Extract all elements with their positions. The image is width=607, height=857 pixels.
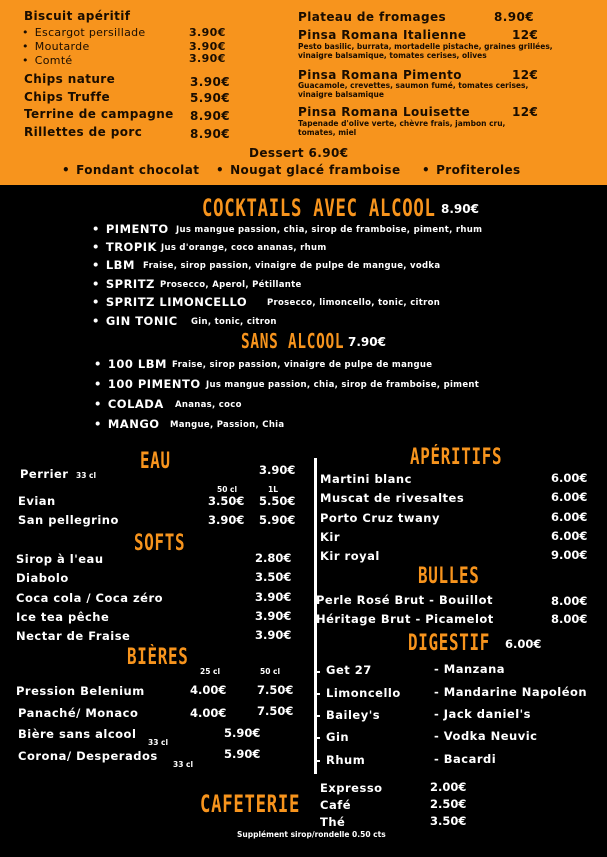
snack-price: 3.90€ xyxy=(189,40,226,53)
plate-desc: Pesto basilic, burrata, mortadelle pistache, graines grillées, vinaigre balsamique, tomates cerises, olives xyxy=(298,42,553,60)
digestif-item: Gin xyxy=(326,730,350,744)
drink-label: Perle Rosé Brut - Bouillot xyxy=(316,593,494,607)
drink-label: Nectar de Fraise xyxy=(16,629,131,643)
drink-price: 3.90€ xyxy=(259,463,296,477)
drink-price: 4.00€ xyxy=(190,683,227,697)
drink-price: 3.90€ xyxy=(255,590,292,604)
cocktail-desc: Jus mangue passion, chia, sirop de framboise, piment, rhum xyxy=(176,225,483,235)
snack-price: 3.90€ xyxy=(189,52,226,65)
plate-title: Plateau de fromages xyxy=(298,10,447,24)
drink-label: Panaché/ Monaco xyxy=(18,706,139,720)
cafe-item: Thé xyxy=(320,815,346,829)
drink-price: 4.00€ xyxy=(190,706,227,720)
snack-item: Terrine de campagne xyxy=(24,107,174,121)
digestif-dash xyxy=(314,671,320,673)
mocktail-desc: Fraise, sirop passion, vinaigre de pulpe de mangue xyxy=(172,360,433,370)
cafe-price: 3.50€ xyxy=(430,814,467,828)
digestif-dash xyxy=(314,760,320,762)
cafe-item: Expresso xyxy=(320,781,383,795)
cafe-price: 2.00€ xyxy=(430,780,467,794)
drink-label: Pression Belenium xyxy=(16,684,145,698)
cocktail-desc: Jus d'orange, coco ananas, rhum xyxy=(161,243,327,253)
digestif-item: - Jack daniel's xyxy=(434,707,532,721)
cocktail-name: • SPRITZ LIMONCELLO xyxy=(92,297,247,309)
digestif-title: DIGESTIF xyxy=(408,631,491,656)
dessert-item: • Fondant chocolat xyxy=(62,164,199,176)
mocktail-name: • 100 LBM xyxy=(94,359,167,371)
snack-price: 3.90€ xyxy=(190,75,230,89)
eau-title: EAU xyxy=(140,449,171,474)
drink-label: Perrier xyxy=(20,467,69,481)
cocktail-desc: Gin, tonic, citron xyxy=(191,317,277,327)
column-unit: 1L xyxy=(268,485,278,494)
cocktail-name: • PIMENTO xyxy=(92,224,169,236)
cafe-item: Café xyxy=(320,798,352,812)
drink-price: 5.90€ xyxy=(224,747,261,761)
snack-price: 5.90€ xyxy=(190,91,230,105)
sans-alcool-title: SANS ALCOOL xyxy=(241,329,345,353)
digestif-dash xyxy=(314,737,320,739)
drink-price: 3.90€ xyxy=(255,609,292,623)
drink-label: Martini blanc xyxy=(320,472,412,486)
cocktail-name: • TROPIK xyxy=(92,242,157,254)
digestif-item: - Bacardi xyxy=(434,752,497,766)
snack-price: 3.90€ xyxy=(189,26,226,39)
drink-price: 6.00€ xyxy=(551,510,588,524)
cocktail-name: • GIN TONIC xyxy=(92,316,178,328)
snack-item-escargot: • Escargot persillade xyxy=(22,27,145,38)
plate-title: Pinsa Romana Italienne xyxy=(298,28,467,42)
cocktails-title: COCKTAILS AVEC ALCOOL xyxy=(202,194,436,222)
drink-unit: 33 cl xyxy=(173,760,194,769)
drink-label: Corona/ Desperados xyxy=(18,749,158,763)
cafeterie-title: CAFETERIE xyxy=(200,790,301,818)
snack-item: Rillettes de porc xyxy=(24,125,143,139)
plate-desc: Guacamole, crevettes, saumon fumé, tomates cerises, vinaigre balsamique xyxy=(298,81,529,99)
drink-label: Sirop à l'eau xyxy=(16,552,104,566)
drink-price: 5.50€ xyxy=(259,494,296,508)
column-unit: 25 cl xyxy=(200,667,221,676)
cocktail-name: • SPRITZ xyxy=(92,279,155,291)
mocktail-name: • 100 PIMENTO xyxy=(94,379,201,391)
drink-label: Evian xyxy=(18,494,56,508)
digestif-dash xyxy=(314,715,320,717)
drink-price: 5.90€ xyxy=(224,726,261,740)
digestif-price: 6.00€ xyxy=(505,637,542,651)
mocktail-name: • MANGO xyxy=(94,419,160,431)
mocktail-name: • COLADA xyxy=(94,399,164,411)
column-unit: 50 cl xyxy=(260,667,281,676)
mocktail-desc: Mangue, Passion, Chia xyxy=(170,420,285,430)
aperitifs-title: APÉRITIFS xyxy=(410,445,503,470)
digestif-dash xyxy=(314,693,320,695)
cocktail-desc: Prosecco, limoncello, tonic, citron xyxy=(267,298,441,308)
plate-price: 12€ xyxy=(512,68,539,82)
drink-label: San pellegrino xyxy=(18,513,119,527)
cocktails-price: 8.90€ xyxy=(441,202,479,216)
drink-price: 7.50€ xyxy=(257,683,294,697)
softs-title: SOFTS xyxy=(134,531,186,556)
digestif-item: Get 27 xyxy=(326,663,372,677)
drink-price: 6.00€ xyxy=(551,529,588,543)
drink-price: 3.90€ xyxy=(208,513,245,527)
digestif-item: Limoncello xyxy=(326,686,401,700)
cocktail-desc: Prosecco, Aperol, Pétillante xyxy=(160,280,302,290)
drink-label: Kir xyxy=(320,530,341,544)
drink-label: Héritage Brut - Picamelot xyxy=(316,612,494,626)
cocktail-name: • LBM xyxy=(92,260,135,272)
digestif-item: - Mandarine Napoléon xyxy=(434,685,588,699)
drink-unit: 33 cl xyxy=(76,471,97,480)
cafe-price: 2.50€ xyxy=(430,797,467,811)
snack-item-moutarde: • Moutarde xyxy=(22,41,90,52)
plate-price: 8.90€ xyxy=(494,10,534,24)
digestif-item: - Manzana xyxy=(434,662,506,676)
plate-title: Pinsa Romana Louisette xyxy=(298,105,471,119)
drink-price: 6.00€ xyxy=(551,471,588,485)
dessert-item: • Nougat glacé framboise xyxy=(216,164,401,176)
snack-item: Chips Truffe xyxy=(24,90,111,104)
plate-price: 12€ xyxy=(512,28,539,42)
bulles-title: BULLES xyxy=(418,564,480,589)
drink-label: Diabolo xyxy=(16,571,69,585)
drink-price: 5.90€ xyxy=(259,513,296,527)
dessert-item: • Profiteroles xyxy=(422,164,521,176)
digestif-item: Rhum xyxy=(326,753,366,767)
drink-price: 6.00€ xyxy=(551,490,588,504)
snack-price: 8.90€ xyxy=(190,127,230,141)
snack-price: 8.90€ xyxy=(190,109,230,123)
drink-label: Porto Cruz twany xyxy=(320,511,440,525)
drink-price: 2.80€ xyxy=(255,551,292,565)
drink-label: Ice tea pêche xyxy=(16,610,110,624)
drink-price: 3.50€ xyxy=(255,570,292,584)
snack-header: Biscuit apéritif xyxy=(24,9,131,23)
sans-alcool-price: 7.90€ xyxy=(348,335,386,349)
dessert-title: Dessert 6.90€ xyxy=(249,146,349,160)
drink-price: 7.50€ xyxy=(257,704,294,718)
supplement-note: Supplément sirop/rondelle 0.50 cts xyxy=(237,830,386,839)
cocktail-desc: Fraise, sirop passion, vinaigre de pulpe de mangue, vodka xyxy=(143,261,441,271)
plate-desc: Tapenade d'olive verte, chèvre frais, jambon cru, tomates, miel xyxy=(298,119,506,137)
digestif-item: Bailey's xyxy=(326,708,381,722)
drink-price: 3.90€ xyxy=(255,628,292,642)
column-unit: 50 cl xyxy=(217,485,238,494)
drink-label: Bière sans alcool xyxy=(18,727,137,741)
drink-label: Coca cola / Coca zéro xyxy=(16,591,164,605)
snack-item: Chips nature xyxy=(24,72,116,86)
drink-price: 8.00€ xyxy=(551,612,588,626)
plate-price: 12€ xyxy=(512,105,539,119)
bieres-title: BIÈRES xyxy=(127,645,189,670)
drink-price: 8.00€ xyxy=(551,594,588,608)
drink-price: 3.50€ xyxy=(208,494,245,508)
drink-price: 9.00€ xyxy=(551,548,588,562)
drink-label: Kir royal xyxy=(320,549,380,563)
snack-item-comte: • Comté xyxy=(22,55,73,66)
digestif-item: - Vodka Neuvic xyxy=(434,729,538,743)
drink-unit: 33 cl xyxy=(148,738,169,747)
mocktail-desc: Ananas, coco xyxy=(175,400,242,410)
drink-label: Muscat de rivesaltes xyxy=(320,491,465,505)
mocktail-desc: Jus mangue passion, chia, sirop de framboise, piment xyxy=(206,380,480,390)
plate-title: Pinsa Romana Pimento xyxy=(298,68,462,82)
